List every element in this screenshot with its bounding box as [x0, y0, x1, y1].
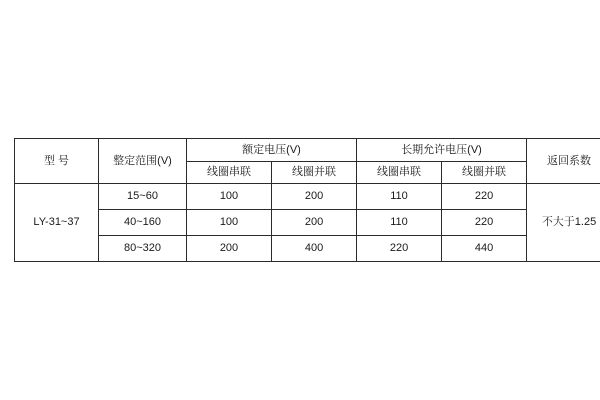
header-range: 整定范围(V): [99, 139, 187, 184]
cell-long-parallel: 220: [442, 184, 527, 210]
table-row: [15, 210, 600, 236]
cell-rated-series: 100: [187, 184, 272, 210]
specification-table: [14, 138, 600, 262]
cell-long-series: 110: [357, 184, 442, 210]
cell-range: 80~320: [99, 236, 187, 262]
table-row: [15, 236, 600, 262]
cell-range: 15~60: [99, 184, 187, 210]
header-coil-series-rated: 线圈串联: [187, 162, 272, 184]
header-rated-voltage: 额定电压(V): [187, 139, 357, 162]
cell-range: 40~160: [99, 210, 187, 236]
cell-rated-series: 200: [187, 236, 272, 262]
cell-return-value: 不大于1.25: [527, 184, 600, 262]
cell-long-series: 220: [357, 236, 442, 262]
table-row: [15, 184, 600, 210]
cell-rated-parallel: 200: [272, 184, 357, 210]
spec-table-container: [14, 138, 597, 262]
cell-rated-series: 100: [187, 210, 272, 236]
header-long-term-voltage: 长期允许电压(V): [357, 139, 527, 162]
header-return-coefficient: 返回系数: [527, 139, 600, 184]
cell-long-series: 110: [357, 210, 442, 236]
header-coil-parallel-rated: 线圈并联: [272, 162, 357, 184]
cell-model-value: LY-31~37: [15, 184, 99, 262]
header-coil-parallel-long: 线圈并联: [442, 162, 527, 184]
header-model: 型 号: [15, 139, 99, 184]
cell-rated-parallel: 400: [272, 236, 357, 262]
cell-rated-parallel: 200: [272, 210, 357, 236]
table-header-row-1: [15, 139, 600, 162]
cell-long-parallel: 220: [442, 210, 527, 236]
cell-long-parallel: 440: [442, 236, 527, 262]
header-coil-series-long: 线圈串联: [357, 162, 442, 184]
